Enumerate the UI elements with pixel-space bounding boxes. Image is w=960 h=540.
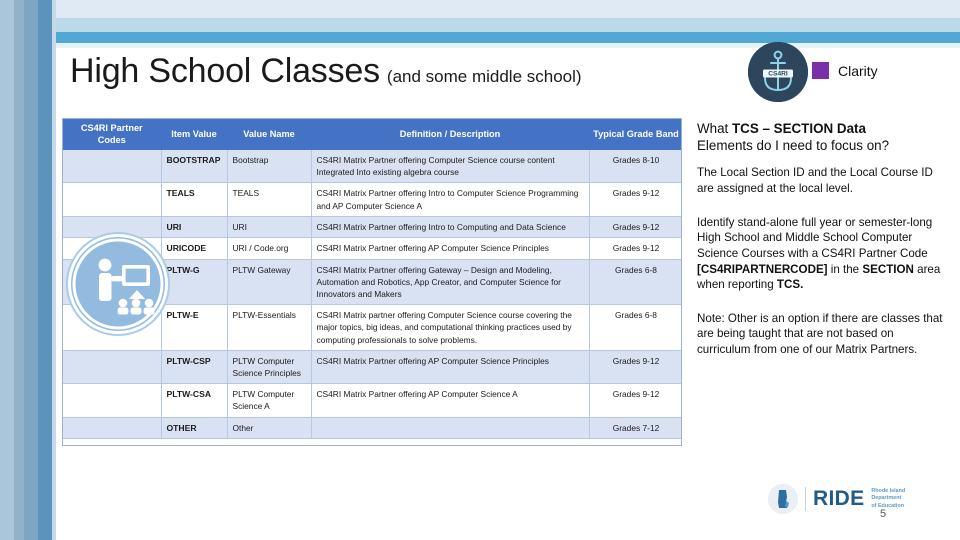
panel-heading-prefix: What: [697, 121, 732, 136]
cell-item-value: OTHER: [161, 417, 227, 438]
cell-grade-band: Grades 6-8: [589, 259, 682, 305]
column-header-value-name: Value Name: [227, 119, 311, 150]
cell-item-value: PLTW-E: [161, 305, 227, 351]
cs4ri-anchor-logo: [748, 42, 808, 102]
table-row: [63, 417, 682, 438]
cell-value-name: PLTW-Essentials: [227, 305, 311, 351]
info-panel: [697, 120, 947, 376]
cell-value-name: TEALS: [227, 183, 311, 216]
panel-paragraph-note: Note: Other is an option if there are classes that are being taught that are not based on curriculum from one of our Matrix Partners.: [697, 311, 943, 357]
cell-value-name: URI: [227, 216, 311, 237]
cell-value-name: Other: [227, 417, 311, 438]
left-band-4: [38, 0, 52, 540]
panel-heading-emphasis: TCS – SECTION Data: [731, 121, 866, 136]
identify-text-b: in the: [827, 262, 863, 276]
top-band-accent: [0, 32, 960, 43]
table-row: [63, 350, 682, 383]
cell-partner-code: [63, 350, 161, 383]
left-band-3: [24, 0, 38, 540]
cell-item-value: URI: [161, 216, 227, 237]
cell-partner-code: [63, 384, 161, 417]
cs4ri-logo-text: CS4RI: [768, 70, 788, 78]
panel-paragraph-local-ids: The Local Section ID and the Local Course ID are assigned at the local level.: [697, 166, 933, 195]
left-band-2: [14, 0, 24, 540]
cell-grade-band: Grades 8-10: [589, 150, 682, 183]
cell-partner-code: [63, 150, 161, 183]
table-row: [63, 216, 682, 237]
cell-item-value: BOOTSTRAP: [161, 150, 227, 183]
classroom-teaching-icon: [71, 237, 165, 331]
ride-tagline-line2: Department: [871, 495, 902, 502]
ride-tagline-line1: Rhode Island: [871, 488, 906, 495]
cell-definition: CS4RI Matrix Partner offering Intro to Computing and Data Science: [311, 216, 589, 237]
cell-definition: CS4RI Matrix Partner offering Computer Science course content Integrated Into existing algebra course: [311, 150, 589, 183]
cell-definition: CS4RI Matrix partner offering Computer Science course covering the major topics, big ideas, and computational thinking practices used by computing professionals to solve problems.: [311, 305, 589, 351]
cell-value-name: PLTW Gateway: [227, 259, 311, 305]
page-title-subtitle: (and some middle school): [386, 67, 582, 86]
cell-item-value: TEALS: [161, 183, 227, 216]
cell-grade-band: Grades 9-12: [589, 238, 682, 259]
table-row: [63, 384, 682, 417]
ride-wordmark: RIDE: [813, 487, 865, 510]
rhode-island-state-icon: [768, 484, 798, 514]
cell-definition: CS4RI Matrix Partner offering Intro to Computer Science Programming and AP Computer Science A: [311, 183, 589, 216]
column-header-grade-band: Typical Grade Band: [589, 119, 682, 150]
top-band-light: [0, 0, 960, 18]
cell-item-value: URICODE: [161, 238, 227, 259]
top-band-mid: [0, 18, 960, 32]
identify-code-token: [CS4RIPARTNERCODE]: [697, 262, 828, 276]
page-number: 5: [880, 508, 887, 520]
cell-value-name: PLTW Computer Science Principles: [227, 350, 311, 383]
cell-value-name: Bootstrap: [227, 150, 311, 183]
identify-tcs-token: TCS.: [776, 278, 804, 292]
cell-definition: CS4RI Matrix Partner offering AP Computer Science A: [311, 384, 589, 417]
ride-tagline: [871, 488, 905, 510]
identify-text-a: Identify stand-alone full year or semester-long High School and Middle School Computer Science Courses with a CS4RI Partner Code: [697, 215, 933, 260]
clarity-color-swatch-icon: [812, 62, 829, 79]
table-header-row: [63, 119, 682, 150]
column-header-definition: Definition / Description: [311, 119, 589, 150]
page-title: [70, 52, 582, 91]
cell-value-name: URI / Code.org: [227, 238, 311, 259]
identify-text-c: area when reporting: [697, 262, 941, 292]
column-header-partner-codes: CS4RI Partner Codes: [63, 119, 161, 150]
cell-definition: [311, 417, 589, 438]
cell-item-value: PLTW-G: [161, 259, 227, 305]
cell-partner-code: [63, 216, 161, 237]
panel-paragraph-identify: [697, 215, 947, 293]
ride-tagline-line3: of Education: [871, 502, 905, 509]
cell-value-name: PLTW Computer Science A: [227, 384, 311, 417]
cell-item-value: PLTW-CSP: [161, 350, 227, 383]
cell-grade-band: Grades 9-12: [589, 216, 682, 237]
table-row: [63, 150, 682, 183]
cell-grade-band: Grades 9-12: [589, 384, 682, 417]
left-band-5: [52, 0, 56, 540]
clarity-label: Clarity: [838, 62, 878, 79]
cell-grade-band: Grades 6-8: [589, 305, 682, 351]
page-title-main: High School Classes: [70, 52, 380, 90]
identify-section-token: SECTION: [862, 262, 914, 276]
cell-definition: CS4RI Matrix Partner offering Gateway – Design and Modeling, Automation and Robotics, App Creator, and Computer Science for Innovators and Makers: [311, 259, 589, 305]
ride-logo-divider: [805, 487, 806, 511]
cell-grade-band: Grades 7-12: [589, 417, 682, 438]
cell-grade-band: Grades 9-12: [589, 183, 682, 216]
top-band-fade: [0, 43, 960, 48]
table-row: [63, 183, 682, 216]
cell-item-value: PLTW-CSA: [161, 384, 227, 417]
cell-definition: CS4RI Matrix Partner offering AP Computer Science Principles: [311, 350, 589, 383]
clarity-marker: [812, 62, 878, 79]
panel-heading-suffix: Elements do I need to focus on?: [697, 138, 890, 154]
cell-definition: CS4RI Matrix Partner offering AP Computer Science Principles: [311, 238, 589, 259]
column-header-item-value: Item Value: [161, 119, 227, 150]
cell-partner-code: [63, 417, 161, 438]
cell-partner-code: [63, 183, 161, 216]
cell-grade-band: Grades 9-12: [589, 350, 682, 383]
left-band-1: [0, 0, 14, 540]
panel-heading: [697, 120, 947, 154]
